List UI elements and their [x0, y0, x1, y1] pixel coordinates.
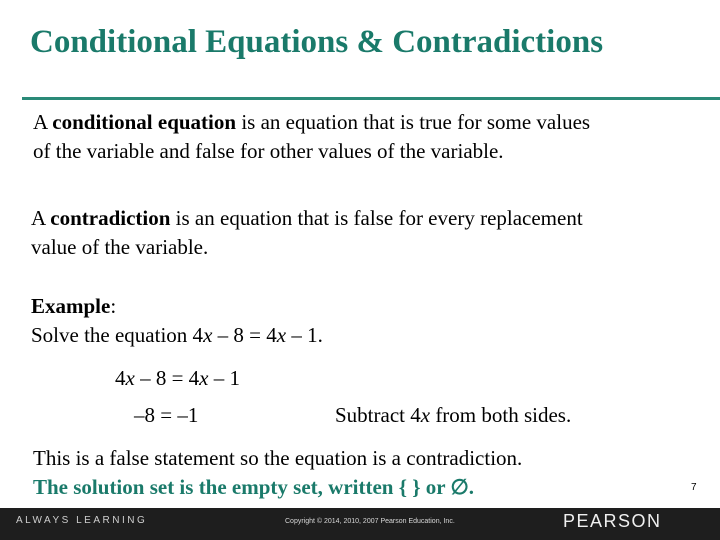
variable: x — [276, 323, 287, 347]
text-segment: : — [110, 294, 117, 318]
text-segment: – 8 = 4 — [212, 323, 277, 347]
page-number: 7 — [691, 482, 697, 493]
example-label: Example — [31, 294, 111, 318]
text-segment: – 1 — [208, 366, 240, 390]
text-segment: A — [33, 110, 53, 134]
conclusion-line-2: The solution set is the empty set, written { } or ∅. — [33, 475, 474, 499]
step-explanation — [335, 403, 571, 428]
contradiction-definition — [31, 204, 583, 262]
text-segment: 4 — [115, 366, 126, 390]
footer-bar — [0, 508, 720, 540]
conditional-equation-definition — [33, 108, 590, 166]
variable: x — [420, 403, 431, 427]
text-segment: – 1. — [286, 323, 323, 347]
text-segment: is an equation that is true for some values — [236, 110, 591, 134]
copyright-text: Copyright © 2014, 2010, 2007 Pearson Education, Inc. — [285, 518, 455, 525]
equation-line-1 — [115, 366, 240, 391]
title-divider — [22, 97, 720, 100]
equation-line-2: –8 = –1 — [134, 403, 199, 427]
text-segment: value of the variable. — [31, 235, 209, 259]
text-segment: – 8 = 4 — [134, 366, 200, 390]
pearson-logo: PEARSON — [563, 511, 662, 531]
term-contradiction: contradiction — [50, 206, 171, 230]
text-segment: from both sides. — [430, 403, 572, 427]
variable: x — [125, 366, 135, 390]
footer-tagline: ALWAYS LEARNING — [16, 515, 148, 526]
slide-title: Conditional Equations & Contradictions — [30, 24, 604, 60]
example-block — [31, 292, 323, 350]
conclusion — [33, 444, 522, 502]
variable: x — [199, 366, 209, 390]
text-segment: Subtract 4 — [335, 403, 421, 427]
text-segment: is an equation that is false for every replacement — [170, 206, 583, 230]
text-segment: A — [31, 206, 51, 230]
text-segment: Solve the equation 4 — [31, 323, 204, 347]
conclusion-line-1: This is a false statement so the equation is a contradiction. — [33, 446, 523, 470]
text-segment: of the variable and false for other values of the variable. — [33, 139, 504, 163]
term-conditional-equation: conditional equation — [52, 110, 237, 134]
variable: x — [203, 323, 213, 347]
